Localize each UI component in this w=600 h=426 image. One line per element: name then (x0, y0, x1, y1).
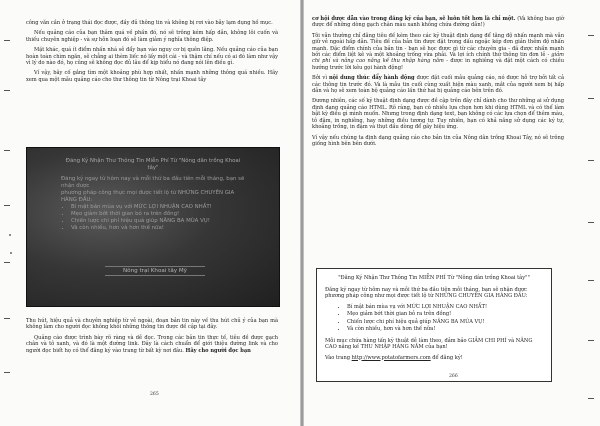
text-ad-outro: Mỗi mục chứa hàng tấn kỹ thuật dễ làm theo, đảm bảo GIẢM CHI PHÍ và NÂNG CAO năng kế THU NHẬP HÀNG NĂM của bạn! (325, 337, 533, 350)
text-format-ad-box (316, 268, 552, 382)
dark-ad-bullets (61, 204, 245, 232)
text-ad-link-post: để đăng ký! (432, 354, 463, 361)
dark-ad-line-1: Đăng ký ngay từ hôm nay và mỗi thứ ba đầu tiên mỗi tháng, bạn sẽ nhận được (61, 176, 245, 189)
right-paragraph-5: Ví vậy nếu chúng ta định dạng quảng cáo cho bản tin của Nông dân trồng Khoai Tây, nó sẽ trông giống hình bên bên dưới. (312, 134, 564, 147)
dark-ad-image (26, 147, 280, 307)
right-paragraph-2-text: Tôi vẫn thường chỉ đăng tiêu đề kèm theo các kỹ thuật định dạng để tăng độ nhấn mạnh mà vẫn giữ vẻ ngoài hấp dẫn. Tiêu đề của bản tin được đặt trong dấu ngoặc kép đơn giản thêm độ nhấn mạnh. Đặc điểm chính của bản tin - bạn sẽ học được gì từ các chuyên gia - đã được nhấn mạnh bởi các điểm liệt kê và một khoảng trống vừa phải. Và lợi ích chính thứ thông tin đơn lẻ (312, 32, 564, 59)
text-ad-bullets (325, 304, 543, 333)
right-paragraph-3-pre: Bởi vì (312, 75, 327, 82)
left-paragraph-5: Thu hút, hiệu quả và chuyên nghiệp từ vẻ ngoài, đoạn bản tin này về thu hút chủ ý của bạn mà không làm cho người đọc không khỏi những thông tin được đề cập tại đây. (26, 318, 278, 331)
text-ad-bullet: • Bí mật bán mùa vụ với MỨC LỢI NHUẬN CAO NHẤT! (347, 304, 543, 311)
right-paragraph-3-bold: nội dung thúc đẩy hành động (328, 75, 415, 82)
dark-ad-bullet: • Mẹo giảm bớt thời gian bỏ ra trên đồng! (71, 211, 245, 218)
text-ad-intro: Đăng ký ngay từ hôm nay và mỗi thứ ba đầu tiên mỗi tháng, bạn sẽ nhận được phương pháp công như mọi được tiết lộ từ NHỮNG CHUYÊN GIA HÀNG ĐẦU: (325, 286, 528, 299)
text-ad-link[interactable]: http://www.potatofarmers.com (351, 354, 431, 361)
left-top-text (26, 20, 278, 87)
left-paragraph-6 (26, 335, 278, 354)
right-top-text (312, 16, 564, 151)
right-page (304, 0, 600, 426)
right-paragraph-1 (312, 16, 564, 29)
dark-ad-caption: Nông trại Khoai tây Mỹ (105, 266, 205, 276)
right-paragraph-1-bold: cơ hội được dẫn vào trong đăng ký của bạn, sẽ luôn tốt hơn là chỉ một. (312, 16, 516, 22)
left-paragraph-6-bold: Hãy cho người đọc bạn (185, 347, 251, 354)
right-paragraph-3-text: được đặt cuối mẫu quảng cáo, nó được hỗ trợ bởi tất cả các thông tin trước đó. Và là mẫu tin cuối cùng xuất hiện màu xanh, mắt của người xem bị hấp dẫn và họ sẽ xem toàn bộ quảng cáo lần thứ hai bị quảng cáo bên trên đó. (312, 75, 564, 95)
left-paragraph-6-text: Quảng cáo được trình bày rõ ràng và dễ đọc. Trong các bản tin thực tế, tiêu đề được gạch chân và tô xanh, và đó là một đường link. Đây là cách chuẩn để giới thiệu đường link và cho người đọc biết họ có thể đăng ký vào trang từ bất kỳ nơi đâu. (26, 334, 278, 354)
text-ad-link-line (325, 355, 543, 362)
dark-ad-text (61, 158, 245, 232)
left-edge-marks (4, 0, 12, 426)
text-ad-bullet: • Chiến lược chi phí hiệu quả giúp NÂNG BA MÙA VỤ! (347, 319, 543, 326)
scan-dot (9, 234, 11, 236)
text-ad-bullet: • Và còn nhiều, hơn và hơn thế nữa! (347, 326, 543, 333)
right-edge-marks (588, 0, 596, 426)
right-paragraph-2: Tôi vẫn thường chỉ đăng tiêu đề kèm theo các kỹ thuật định dạng để tăng độ nhấn mạnh mà vẫn giữ vẻ ngoài hấp dẫn. Tiêu đề của bản tin được đặt trong dấu ngoặc kép đơn giản thêm độ nhấn mạnh. Đặc điểm chính của bản tin - bạn sẽ học được gì từ các chuyên gia - đã được nhấn mạnh bởi các điểm liệt kê và một khoảng trống vừa phải. Và lợi ích chính thứ thông tin đơn lẻ - giảm chi phí và nâng cao năng kế thu nhập hàng năm - được in nghiêng và đặt một cách có chiều hướng trước lời kêu gọi hành động! (312, 32, 564, 71)
left-paragraph-1: công văn cần ở trạng thái đọc được, đầy đủ thông tin và không bị rơi vào bẫy lạm dụng hồ mục. (26, 20, 273, 26)
scan-dot (10, 252, 12, 254)
dark-ad-title: Đăng Ký Nhận Thư Thông Tin Miễn Phí Từ "Nông dân trồng Khoai tây" (65, 158, 241, 171)
dark-ad-bullet: • Và còn nhiều, hơn và hơn thế nữa! (71, 225, 245, 232)
dark-ad-bullet: • Bí mật bán mùa vụ với MỨC LỢI NHUẬN CAO NHẤT! (71, 204, 245, 211)
right-paragraph-3 (312, 75, 564, 94)
right-paragraph-2-italic: giảm chi phí và nâng cao năng kế thu nhập hàng năm (312, 52, 564, 65)
left-paragraph-3: Mặt khác, quá ít điểm nhấn nhá sẽ đẩy bạn vào nguy cơ bị quên lãng. Nếu quảng cáo của bạn hoàn toàn chìm ngăn, sẽ chẳng ai thèm liếc nó lấy một cái - và thậm chí nếu có ai đó làm như vậy vì lý do nào đó, họ cũng sẽ không đọc đủ lâu để kịp hiểu nó đang nói lên điều gì. (26, 47, 278, 67)
left-bottom-text (26, 318, 278, 358)
right-paragraph-2-end: được in nghiêng và đặt một cách có chiều hướng trước lời kêu gọi hành động! (312, 58, 564, 71)
dark-ad-bullet: • Chiến lược chi phí hiệu quả giúp NÂNG BA MÙA VỤ! (71, 218, 245, 225)
text-ad-bullet: • Mẹo giảm bớt thời gian bỏ ra trên đồng! (347, 311, 543, 318)
left-page-number: 265 (150, 392, 159, 397)
text-ad-link-pre: Vào trang (325, 354, 350, 361)
left-paragraph-2: Nếu quảng cáo của bạn thâm quá về phần đó, nó sẽ trông kém hấp dẫn, không lôi cuốn và thiếu chuyên nghiệp - và sự hỗn loạn đó sẽ làm giảm ý nghĩa thông điệp. (26, 30, 278, 43)
right-paragraph-1-text: (Và không bao giờ được để những dòng gạch chân màu xanh không chứa đường dẫn!) (312, 16, 565, 29)
left-paragraph-4: Ví vậy, bây cố gắng tìm một khoảng phù hợp nhất, nhấn mạnh những thông quá nhiều. Hãy xem qua một mẫu quảng cáo cho thư thông tin từ Nông trại Khoai tây (26, 70, 278, 83)
text-ad-title: "Đăng Ký Nhận Thư Thông Tin MIỄN PHÍ Từ "Nông dân trồng Khoai tây"" (338, 275, 530, 281)
right-page-number: 266 (449, 374, 458, 379)
dark-ad-line-2: phương pháp công thực mọi được tiết lộ từ NHỮNG CHUYÊN GIA HÀNG ĐẦU: (61, 190, 235, 203)
right-paragraph-4: Đương nhiên, các số kỹ thuật định dạng được đề cập trên đây chỉ dành cho thư những ai sử dụng định dạng quảng cáo HTML. Rõ ràng, bạn có nhiều lựa chọn hơn khi dùng HTML và có thể làm bật kỳ điều gì mình muốn. Nhưng trong định dạng text, bạn không có các lựa chọn để thêm màu, tô đậm, in nghiêng, hay những điều tương tự. Tuy nhiên, bạn có khả năng sử dụng các ký tự, khoảng trống, in đậm và thụt đầu dòng để gây hiệu ứng. (312, 98, 564, 131)
